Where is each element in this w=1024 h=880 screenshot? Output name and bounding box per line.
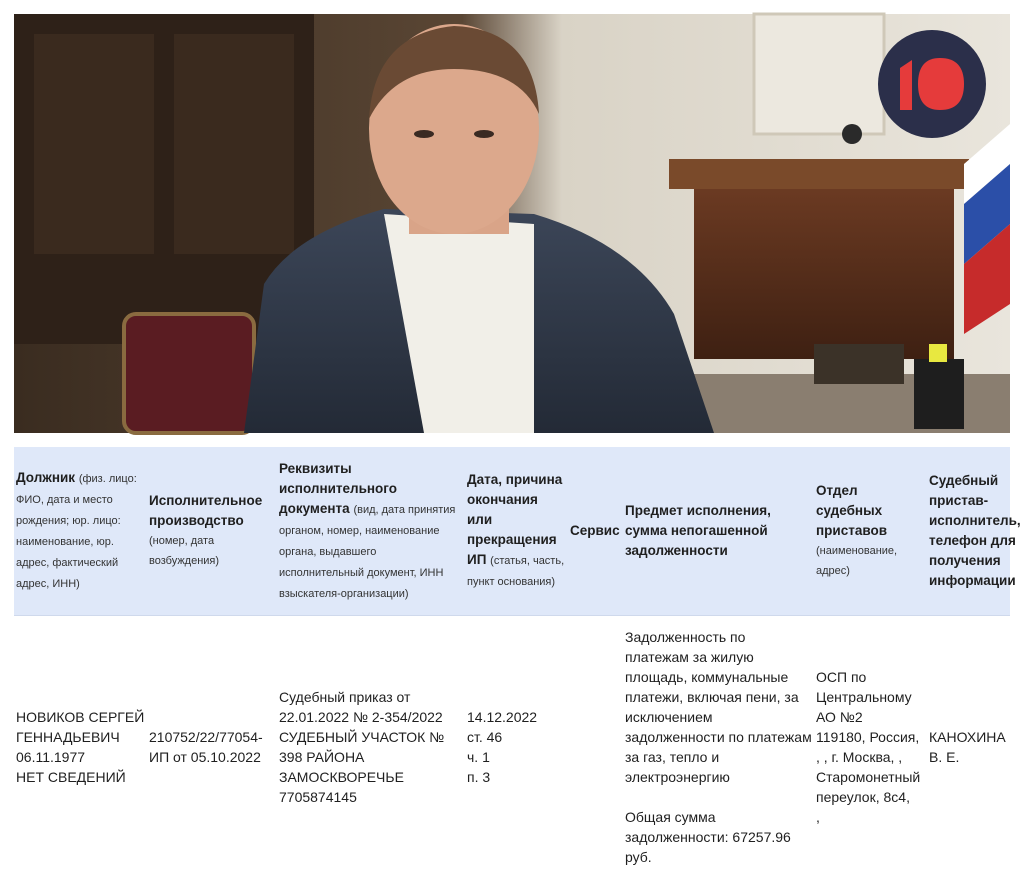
header-service-title: Сервис bbox=[570, 523, 620, 538]
header-subject bbox=[623, 447, 814, 615]
header-debtor bbox=[14, 447, 147, 615]
cell-service bbox=[568, 616, 623, 878]
header-bailiff-title: Судебный пристав-исполнитель, телефон для получения информации bbox=[929, 473, 1021, 588]
header-end-date bbox=[465, 447, 568, 615]
header-document-note: (вид, дата принятия органом, номер, наименование органа, выдавшего исполнительный документ, ИНН взыскателя-организации) bbox=[279, 503, 456, 600]
bailiff-value: КАНОХИНА В. Е. bbox=[929, 729, 1006, 765]
header-department bbox=[814, 447, 927, 615]
document-value: Судебный приказ от 22.01.2022 № 2-354/2022 СУДЕБНЫЙ УЧАСТОК № 398 РАЙОНА ЗАМОСКВОРЕЧЬЕ 7705874145 bbox=[279, 689, 445, 805]
debtor-value: НОВИКОВ СЕРГЕЙ ГЕННАДЬЕВИЧ 06.11.1977 НЕТ СВЕДЕНИЙ bbox=[16, 709, 145, 785]
header-department-title: Отдел судебных приставов bbox=[816, 483, 887, 538]
cell-bailiff bbox=[927, 616, 1010, 878]
cell-subject bbox=[623, 616, 814, 878]
header-document-title: Реквизиты исполнительного документа bbox=[279, 460, 397, 516]
header-end-date-note: (статья, часть, пункт основания) bbox=[467, 555, 565, 588]
subject-value: Задолженность по платежам за жилую площадь, коммунальные платежи, включая пени, за исключением задолженности по платежам за газ, тепло и электроэнергию Общая сумма задолженности: 67257.96 руб. bbox=[625, 629, 812, 865]
table-header-row bbox=[14, 447, 1021, 616]
department-value: ОСП по Центральному АО №2 119180, Россия, , , г. Москва, , Старомонетный переулок, 8с4, , bbox=[816, 669, 921, 825]
header-proceeding bbox=[147, 447, 277, 615]
header-debtor-note: (физ. лицо: ФИО, дата и место рождения; юр. лицо: наименование, юр. адрес, фактический адрес, ИНН) bbox=[16, 473, 137, 590]
header-debtor-title: Должник bbox=[16, 470, 76, 485]
cell-debtor bbox=[14, 616, 147, 878]
header-department-note: (наименование, адрес) bbox=[816, 545, 898, 577]
header-proceeding-note: (номер, дата возбуждения) bbox=[149, 535, 220, 567]
photo-illustration bbox=[14, 14, 1010, 433]
proceeding-value: 210752/22/77054-ИП от 05.10.2022 bbox=[149, 729, 263, 765]
end-date-value: 14.12.2022 ст. 46 ч. 1 п. 3 bbox=[467, 709, 538, 785]
header-end-date-title: Дата, причина окончания или прекращения ИП bbox=[467, 472, 563, 567]
header-proceeding-title: Исполнительное производство bbox=[149, 493, 263, 528]
enforcement-table bbox=[14, 447, 1021, 880]
article-photo bbox=[14, 14, 1010, 433]
cell-document bbox=[277, 616, 465, 878]
header-document bbox=[277, 447, 465, 615]
cell-end-date bbox=[465, 616, 568, 878]
cell-department bbox=[814, 616, 927, 878]
header-service bbox=[568, 447, 623, 615]
header-subject-title: Предмет исполнения, сумма непогашенной задолженности bbox=[625, 503, 771, 558]
header-bailiff bbox=[927, 447, 1021, 615]
cell-proceeding bbox=[147, 616, 277, 878]
channel-logo-icon bbox=[878, 30, 986, 138]
table-row bbox=[14, 616, 1010, 878]
